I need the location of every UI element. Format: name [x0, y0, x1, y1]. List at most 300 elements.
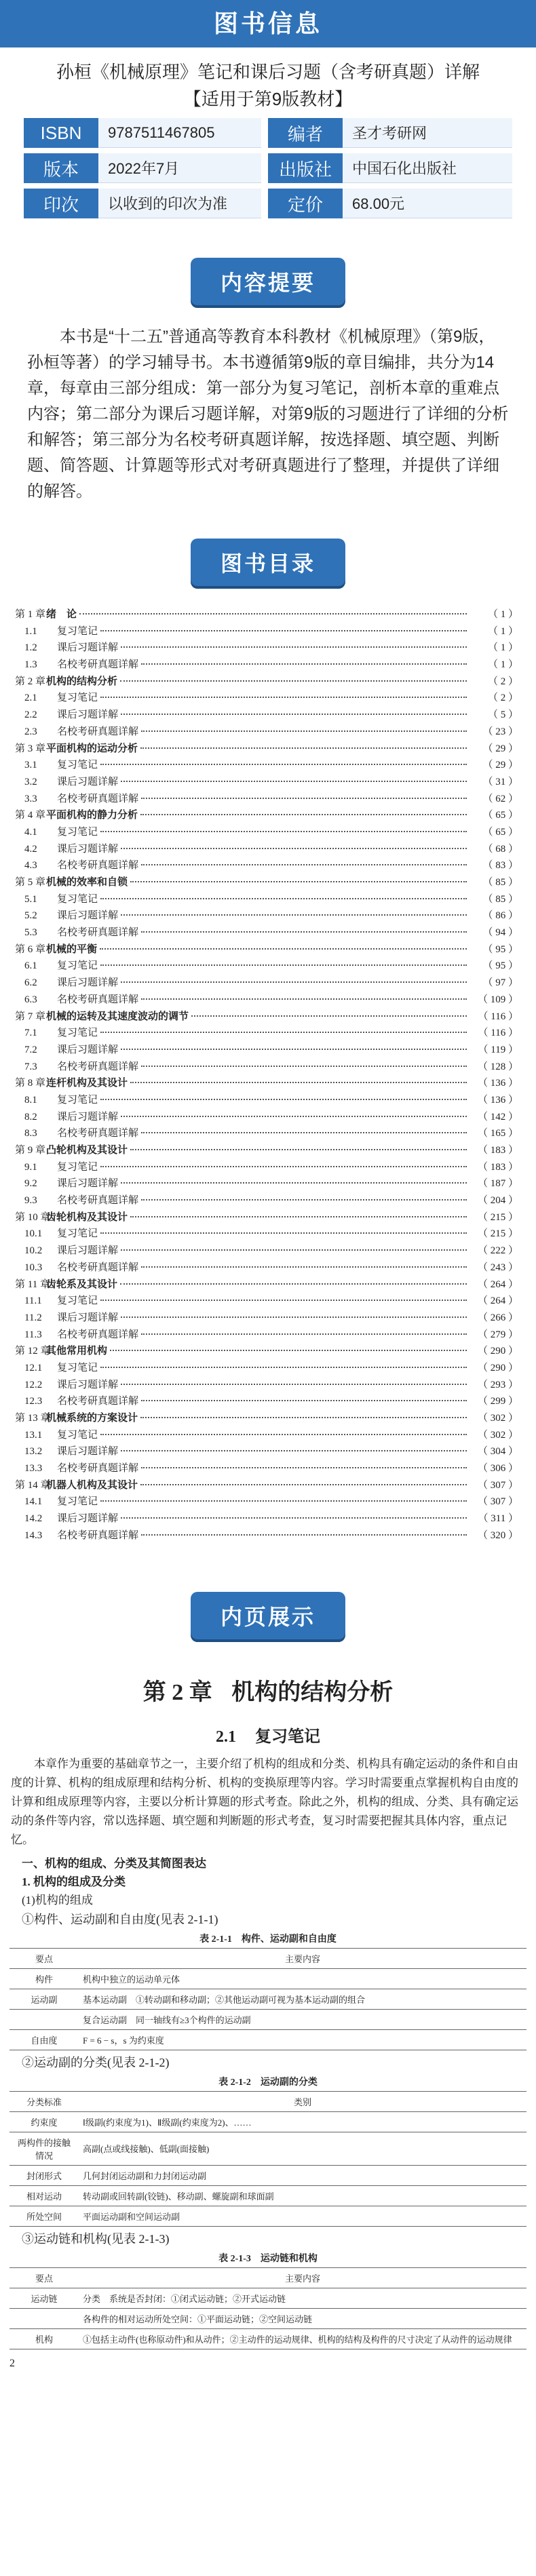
toc-number: 第 3 章 — [15, 743, 46, 754]
toc-label: 名校考研真题详解 — [57, 1463, 139, 1475]
toc-page: （ 109 ） — [477, 994, 518, 1005]
table-row — [9, 2308, 527, 2328]
toc-section-line — [15, 1042, 518, 1059]
toc-page: （ 97 ） — [482, 977, 518, 989]
info-label: 编者 — [268, 118, 343, 148]
toc-chapter-line — [15, 941, 518, 958]
toc-section-line — [15, 1510, 518, 1527]
toc-leader-dots — [141, 798, 467, 799]
toc-section-line — [15, 1527, 518, 1544]
toc-leader-dots — [141, 1066, 467, 1067]
toc-page: （ 264 ） — [477, 1279, 518, 1290]
toc-page: （ 62 ） — [482, 793, 518, 804]
toc-number: 4.2 — [24, 843, 37, 855]
toc-label: 课后习题详解 — [57, 642, 119, 654]
toc-leader-dots — [100, 1032, 467, 1033]
toc-chapter-line — [15, 1009, 518, 1026]
toc-section-line — [15, 1192, 518, 1209]
toc-leader-dots — [100, 948, 467, 950]
toc-section-line — [15, 1327, 518, 1344]
toc-page: （ 183 ） — [477, 1161, 518, 1173]
table-cell: 构件 — [9, 1968, 79, 1989]
table-cell: 各构件的相对运动所处空间：①平面运动链；②空间运动链 — [79, 2308, 527, 2328]
toc-section-line — [15, 1443, 518, 1460]
toc-section-line — [15, 1109, 518, 1126]
sample-heading-3: (1)机构的组成 — [22, 1893, 93, 1907]
table-header-row — [9, 2267, 527, 2288]
preview-heading-wrap — [0, 1572, 536, 1653]
table-row — [9, 2328, 527, 2349]
toc-page: （ 215 ） — [477, 1211, 518, 1223]
toc-label: 复习笔记 — [57, 760, 98, 771]
toc-label: 复习笔记 — [57, 1228, 98, 1240]
toc-page: （ 183 ） — [477, 1145, 518, 1156]
toc-number: 1.3 — [24, 659, 37, 671]
table-header: 主要内容 — [79, 2267, 527, 2288]
toc-chapter-line — [15, 606, 518, 623]
toc-section-line — [15, 1059, 518, 1076]
toc-section-line — [15, 1293, 518, 1310]
toc-page: （ 243 ） — [477, 1262, 518, 1273]
toc-page: （ 95 ） — [482, 943, 518, 955]
toc-label: 齿轮机构及其设计 — [46, 1211, 128, 1223]
toc-number: 6.1 — [24, 960, 37, 972]
toc-label: 课后习题详解 — [57, 1312, 119, 1323]
toc-number: 第 13 章 — [15, 1413, 51, 1424]
table-cell: 所处空间 — [9, 2206, 79, 2226]
toc-section-line — [15, 690, 518, 707]
table-cell: 运动副 — [9, 1989, 79, 2009]
toc-label: 课后习题详解 — [57, 709, 119, 721]
table-cell: 两构件的接触情况 — [9, 2132, 79, 2165]
toc-label: 课后习题详解 — [57, 1513, 119, 1525]
toc-page: （ 302 ） — [477, 1429, 518, 1441]
toc-page: （ 65 ） — [482, 810, 518, 821]
toc-label: 机械系统的方案设计 — [46, 1413, 138, 1424]
toc-page: （ 94 ） — [482, 927, 518, 939]
toc-leader-dots — [100, 1500, 467, 1502]
toc-leader-dots — [191, 1015, 467, 1017]
toc-page: （ 204 ） — [477, 1195, 518, 1207]
toc-number: 12.2 — [24, 1379, 43, 1390]
toc-number: 5.1 — [24, 893, 37, 905]
toc-leader-dots — [120, 680, 467, 682]
table-caption: 表 2-1-1 构件、运动副和自由度 — [199, 1934, 337, 1945]
toc-page: （ 128 ） — [477, 1061, 518, 1072]
toc-label: 复习笔记 — [57, 1028, 98, 1039]
toc-leader-dots — [121, 1384, 467, 1385]
toc-leader-dots — [130, 1149, 467, 1150]
table-cell: 平面运动副和空间运动副 — [79, 2206, 527, 2226]
toc-leader-dots — [141, 1534, 467, 1536]
toc-leader-dots — [121, 848, 467, 849]
sample-paragraph: 本章作为重要的基础章节之一，主要介绍了机构的组成和分类、机构具有确定运动的条件和自由度的计算、机构的组成原理和结构分析、机构的变换原理等内容。学习时需要重点掌握机构自由度的计算和组成原理等内容，主要以分析计算题的形式考查。除此之外，机构的组成、分类、具有确定运动的条件等内容，常以选择题、填空题和判断题的形式考查，复习时需要把握其具体内容，重点记忆。 — [11, 1757, 518, 1846]
toc-number: 第 14 章 — [15, 1479, 51, 1491]
toc-leader-dots — [121, 646, 467, 648]
table-row — [9, 2132, 527, 2165]
toc-label: 机械的运转及其速度波动的调节 — [46, 1011, 189, 1022]
toc-leader-dots — [141, 1132, 467, 1133]
toc-number: 11.3 — [24, 1329, 42, 1340]
info-cell-isbn — [24, 118, 268, 148]
toc-section-line — [15, 1427, 518, 1444]
toc-number: 8.1 — [24, 1094, 37, 1106]
toc-label: 课后习题详解 — [57, 1044, 119, 1055]
table-row — [9, 1968, 527, 1989]
toc-label: 名校考研真题详解 — [57, 927, 139, 939]
table-row — [9, 2165, 527, 2185]
info-value: 9787511467805 — [98, 118, 261, 148]
info-cell-publisher — [268, 153, 512, 183]
toc-page: （ 1 ） — [487, 609, 518, 620]
toc-label: 复习笔记 — [57, 893, 98, 905]
toc-section-line — [15, 824, 518, 841]
toc-label: 课后习题详解 — [57, 1111, 119, 1123]
toc-page: （ 320 ） — [477, 1529, 518, 1541]
toc-chapter-line — [15, 807, 518, 824]
table-of-contents — [0, 600, 536, 1572]
toc-page: （ 266 ） — [477, 1312, 518, 1323]
info-label: 定价 — [268, 189, 343, 218]
toc-number: 8.3 — [24, 1128, 37, 1139]
toc-number: 14.3 — [24, 1529, 43, 1541]
summary-heading-wrap — [0, 237, 536, 319]
book-title-line1: 孙桓《机械原理》笔记和课后习题（含考研真题）详解 — [56, 62, 480, 82]
table-caption: 表 2-1-2 运动副的分类 — [218, 2077, 318, 2088]
toc-number: 6.3 — [24, 994, 37, 1005]
toc-leader-dots — [130, 1216, 467, 1217]
toc-page: （ 165 ） — [477, 1128, 518, 1139]
toc-leader-dots — [141, 1333, 467, 1335]
table-cell: 机构中独立的运动单元体 — [79, 1968, 527, 1989]
table-cell: 运动链 — [9, 2288, 79, 2308]
toc-label: 名校考研真题详解 — [57, 1262, 139, 1273]
toc-page: （ 85 ） — [482, 877, 518, 888]
table-cell: 约束度 — [9, 2111, 79, 2132]
toc-chapter-line — [15, 741, 518, 758]
toc-label: 名校考研真题详解 — [57, 1396, 139, 1407]
toc-page: （ 1 ） — [487, 659, 518, 671]
toc-label: 名校考研真题详解 — [57, 1195, 139, 1207]
table-cell: F = 6 − s，s 为约束度 — [79, 2029, 527, 2050]
toc-page: （ 119 ） — [478, 1044, 518, 1055]
toc-page: （ 215 ） — [477, 1228, 518, 1240]
toc-number: 2.2 — [24, 709, 37, 721]
toc-heading-wrap — [0, 518, 536, 600]
sample-section-number: 2.1 — [216, 1728, 236, 1746]
toc-number: 11.2 — [24, 1312, 42, 1323]
toc-number: 10.3 — [24, 1262, 43, 1273]
toc-number: 第 6 章 — [15, 943, 46, 955]
toc-leader-dots — [121, 781, 467, 782]
toc-section-line — [15, 841, 518, 858]
sample-item-1: ①构件、运动副和自由度(见表 2-1-1) — [22, 1912, 218, 1926]
toc-number: 11.1 — [24, 1295, 42, 1307]
sample-table-2 — [9, 2091, 527, 2227]
toc-number: 5.2 — [24, 910, 37, 922]
toc-leader-dots — [121, 1517, 467, 1519]
toc-section-line — [15, 1175, 518, 1192]
table-cell: 分类 系统是否封闭：①闭式运动链；②开式运动链 — [79, 2288, 527, 2308]
toc-chapter-line — [15, 1276, 518, 1293]
toc-page: （ 5 ） — [487, 709, 518, 721]
toc-page: （ 142 ） — [477, 1111, 518, 1123]
toc-section-line — [15, 924, 518, 941]
toc-section-line — [15, 1377, 518, 1394]
toc-section-line — [15, 891, 518, 908]
info-label: 版本 — [24, 153, 98, 183]
toc-chapter-line — [15, 874, 518, 891]
toc-chapter-line — [15, 674, 518, 690]
toc-section-line — [15, 1494, 518, 1510]
table-cell: 自由度 — [9, 2029, 79, 2050]
toc-leader-dots — [140, 814, 467, 815]
table-row — [9, 2288, 527, 2308]
info-label: 印次 — [24, 189, 98, 218]
toc-page: （ 136 ） — [477, 1078, 518, 1089]
toc-label: 复习笔记 — [57, 1295, 98, 1307]
info-row — [24, 189, 512, 218]
toc-page: （ 31 ） — [482, 776, 518, 787]
sample-section-name: 复习笔记 — [255, 1728, 320, 1746]
toc-leader-dots — [100, 1232, 467, 1234]
toc-leader-dots — [140, 1484, 467, 1485]
sample-heading-2: 1. 机构的组成及分类 — [22, 1875, 126, 1888]
toc-label: 绪 论 — [46, 609, 77, 620]
toc-page: （ 68 ） — [482, 843, 518, 855]
toc-label: 复习笔记 — [57, 1094, 98, 1106]
toc-leader-dots — [100, 1434, 467, 1435]
toc-section-line — [15, 791, 518, 808]
info-value: 以收到的印次为准 — [98, 189, 261, 218]
toc-label: 机器人机构及其设计 — [46, 1479, 138, 1491]
table-cell: 高副(点或线接触)、低副(面接触) — [79, 2132, 527, 2165]
toc-page: （ 2 ） — [487, 676, 518, 687]
toc-number: 14.2 — [24, 1513, 43, 1525]
toc-chapter-line — [15, 1343, 518, 1360]
toc-leader-dots — [121, 981, 467, 983]
toc-page: （ 29 ） — [482, 760, 518, 771]
toc-number: 3.3 — [24, 793, 37, 804]
sample-chapter-title — [9, 1660, 527, 1719]
toc-leader-dots — [110, 1350, 467, 1351]
toc-leader-dots — [121, 1116, 467, 1117]
info-value: 2022年7月 — [98, 153, 261, 183]
toc-page: （ 311 ） — [478, 1513, 518, 1525]
sample-chapter-name: 机构的结构分析 — [231, 1679, 394, 1705]
toc-leader-dots — [79, 613, 467, 614]
table-header-row — [9, 2091, 527, 2111]
toc-leader-dots — [100, 630, 467, 631]
book-title-line2: 【适用于第9版教材】 — [183, 89, 353, 109]
table-cell: 复合运动副 同一轴线有≥3个构件的运动副 — [79, 2009, 527, 2029]
toc-label: 复习笔记 — [57, 692, 98, 704]
toc-page: （ 279 ） — [477, 1329, 518, 1340]
toc-label: 复习笔记 — [57, 1429, 98, 1441]
toc-label: 复习笔记 — [57, 625, 98, 637]
toc-chapter-line — [15, 1410, 518, 1427]
toc-section-line — [15, 1159, 518, 1176]
toc-page: （ 136 ） — [477, 1094, 518, 1106]
toc-section-line — [15, 707, 518, 724]
toc-section-line — [15, 857, 518, 874]
toc-leader-dots — [141, 663, 467, 665]
info-row — [24, 118, 512, 148]
table-cell: 转动副或回转副(铰链)、移动副、螺旋副和球面副 — [79, 2185, 527, 2206]
toc-label: 名校考研真题详解 — [57, 1529, 139, 1541]
toc-label: 机构的结构分析 — [46, 676, 118, 687]
toc-label: 课后习题详解 — [57, 1379, 119, 1390]
book-title — [0, 47, 536, 118]
toc-label: 课后习题详解 — [57, 1245, 119, 1257]
toc-label: 机械的效率和自锁 — [46, 877, 128, 888]
toc-number: 12.1 — [24, 1362, 43, 1373]
toc-section-line — [15, 975, 518, 992]
sample-table-3 — [9, 2267, 527, 2349]
toc-leader-dots — [100, 831, 467, 832]
toc-number: 12.3 — [24, 1396, 43, 1407]
toc-section-line — [15, 1260, 518, 1276]
sample-table-1 — [9, 1948, 527, 2050]
toc-leader-dots — [100, 964, 467, 966]
sample-item-3: ③运动链和机构(见表 2-1-3) — [22, 2231, 170, 2246]
toc-number: 1.2 — [24, 642, 37, 654]
toc-section-line — [15, 623, 518, 640]
toc-leader-dots — [121, 1249, 467, 1251]
toc-number: 第 8 章 — [15, 1078, 46, 1089]
toc-number: 第 11 章 — [15, 1279, 50, 1290]
toc-label: 课后习题详解 — [57, 843, 119, 855]
toc-page: （ 86 ） — [482, 910, 518, 922]
table-header: 分类标准 — [9, 2091, 79, 2111]
toc-label: 复习笔记 — [57, 826, 98, 838]
info-value: 圣才考研网 — [343, 118, 512, 148]
toc-section-line — [15, 958, 518, 975]
toc-leader-dots — [141, 998, 467, 1000]
table-header: 类别 — [79, 2091, 527, 2111]
toc-number: 14.1 — [24, 1496, 43, 1508]
table-cell: Ⅰ级副(约束度为1)、Ⅱ级副(约束度为2)、…… — [79, 2111, 527, 2132]
toc-number: 第 1 章 — [15, 609, 46, 620]
toc-page: （ 83 ） — [482, 860, 518, 872]
toc-section-line — [15, 1226, 518, 1243]
toc-leader-dots — [141, 931, 467, 933]
sample-chapter-number: 第 2 章 — [142, 1679, 212, 1705]
toc-section-line — [15, 774, 518, 791]
toc-page: （ 290 ） — [477, 1346, 518, 1357]
toc-label: 名校考研真题详解 — [57, 659, 139, 671]
toc-leader-dots — [100, 1367, 467, 1368]
toc-page: （ 85 ） — [482, 893, 518, 905]
toc-number: 10.2 — [24, 1245, 43, 1257]
toc-leader-dots — [141, 1266, 467, 1268]
toc-label: 课后习题详解 — [57, 1446, 119, 1458]
toc-chapter-line — [15, 1142, 518, 1159]
info-cell-editor — [268, 118, 512, 148]
sample-item-2: ②运动副的分类(见表 2-1-2) — [22, 2055, 170, 2069]
toc-leader-dots — [121, 714, 467, 715]
toc-label: 课后习题详解 — [57, 910, 119, 922]
toc-leader-dots — [100, 1099, 467, 1100]
info-row — [24, 153, 512, 183]
toc-label: 其他常用机构 — [46, 1346, 108, 1357]
toc-number: 3.1 — [24, 760, 37, 771]
toc-page: （ 304 ） — [477, 1446, 518, 1458]
toc-heading: 图书目录 — [191, 539, 345, 586]
toc-page: （ 23 ） — [482, 726, 518, 737]
table-header: 要点 — [9, 2267, 79, 2288]
toc-section-line — [15, 640, 518, 657]
toc-page: （ 116 ） — [478, 1011, 518, 1022]
toc-label: 课后习题详解 — [57, 776, 119, 787]
toc-label: 课后习题详解 — [57, 977, 119, 989]
toc-section-line — [15, 1393, 518, 1410]
table-row — [9, 2111, 527, 2132]
info-value: 68.00元 — [343, 189, 512, 218]
toc-label: 名校考研真题详解 — [57, 793, 139, 804]
table-cell: 机构 — [9, 2328, 79, 2349]
toc-page: （ 29 ） — [482, 743, 518, 754]
toc-page: （ 290 ） — [477, 1362, 518, 1373]
toc-number: 2.1 — [24, 692, 37, 704]
toc-number: 8.2 — [24, 1111, 37, 1123]
toc-section-line — [15, 724, 518, 741]
table-row — [9, 2185, 527, 2206]
toc-label: 平面机构的静力分析 — [46, 810, 138, 821]
info-label: 出版社 — [268, 153, 343, 183]
info-label: ISBN — [24, 118, 98, 148]
toc-page: （ 302 ） — [477, 1413, 518, 1424]
toc-leader-dots — [100, 764, 467, 765]
toc-page: （ 307 ） — [477, 1479, 518, 1491]
toc-label: 名校考研真题详解 — [57, 994, 139, 1005]
toc-number: 4.1 — [24, 826, 37, 838]
toc-section-line — [15, 1025, 518, 1042]
table-cell: 基本运动副 ①转动副和移动副；②其他运动副可视为基本运动副的组合 — [79, 1989, 527, 2009]
toc-number: 第 9 章 — [15, 1145, 46, 1156]
table-cell: 相对运动 — [9, 2185, 79, 2206]
toc-leader-dots — [100, 898, 467, 899]
table-row — [9, 2009, 527, 2029]
toc-number: 1.1 — [24, 625, 37, 637]
toc-leader-dots — [100, 697, 467, 698]
toc-number: 13.3 — [24, 1463, 43, 1475]
toc-label: 课后习题详解 — [57, 1178, 119, 1190]
toc-label: 复习笔记 — [57, 1496, 98, 1508]
table-header: 要点 — [9, 1948, 79, 1968]
table-cell: 几何封闭运动副和力封闭运动副 — [79, 2165, 527, 2185]
toc-page: （ 116 ） — [478, 1028, 518, 1039]
toc-label: 齿轮系及其设计 — [46, 1279, 118, 1290]
toc-number: 第 5 章 — [15, 877, 46, 888]
toc-leader-dots — [140, 747, 467, 749]
table-cell: ①包括主动件(也称原动件)和从动件；②主动件的运动规律、机构的结构及构件的尺寸决定了从动件的运动规律 — [79, 2328, 527, 2349]
toc-label: 名校考研真题详解 — [57, 726, 139, 737]
toc-page: （ 264 ） — [477, 1295, 518, 1307]
toc-section-line — [15, 1460, 518, 1477]
summary-text: 本书是“十二五”普通高等教育本科教材《机械原理》（第9版，孙桓等著）的学习辅导书。本书遵循第9版的章目编排，共分为14章，每章由三部分组成：第一部分为复习笔记，剖析本章的重难点内容；第二部分为课后习题详解，对第9版的习题进行了详细的分析和解答；第三部分为名校考研真题详解，按选择题、填空题、判断题、简答题、计算题等形式对考研真题进行了整理，并提供了详细的解答。 — [27, 328, 509, 501]
toc-number: 2.3 — [24, 726, 37, 737]
toc-number: 7.3 — [24, 1061, 37, 1072]
toc-page: （ 65 ） — [482, 826, 518, 838]
toc-number: 5.3 — [24, 927, 37, 939]
toc-number: 13.2 — [24, 1446, 43, 1458]
toc-number: 7.1 — [24, 1028, 37, 1039]
toc-leader-dots — [121, 1450, 467, 1451]
toc-leader-dots — [121, 1049, 467, 1050]
toc-page: （ 222 ） — [477, 1245, 518, 1257]
table-cell — [9, 2308, 79, 2328]
